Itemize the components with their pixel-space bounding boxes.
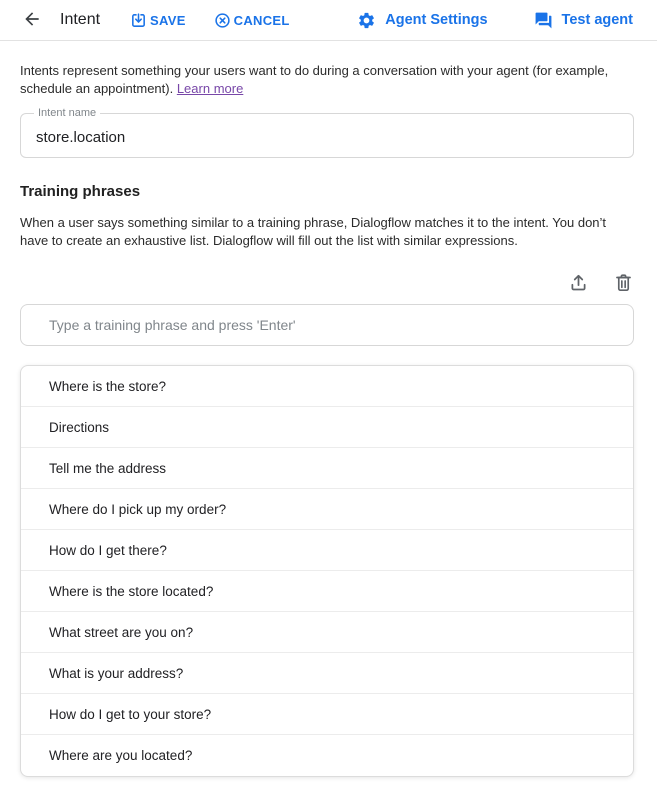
training-phrase-row[interactable]: What is your address? [21,653,633,694]
gear-icon [357,11,376,30]
save-button[interactable] [130,12,186,29]
intent-name-field [20,107,634,158]
training-phrases-description: When a user says something similar to a training phrase, Dialogflow matches it to the intent. You don’t have to create an exhaustive list. Dialogflow will fill out the list with similar expressions. [20,215,607,248]
back-arrow-icon [22,9,42,32]
training-phrase-row[interactable]: Where are you located? [49,748,193,763]
training-phrase-row[interactable]: Directions [21,407,633,448]
cancel-button-label: CANCEL [233,12,290,28]
cancel-circled-x-icon [214,12,231,29]
forum-chat-icon [534,11,553,30]
test-agent-label: Test agent [561,12,633,28]
save-icon [130,12,147,29]
intent-name-label: Intent name [34,107,100,119]
intent-description-text: Intents represent something your users want to do during a conversation with your agent (for example, schedule an appointment). [20,63,609,96]
training-phrase-row[interactable]: How do I get there? [21,530,633,571]
training-phrases-toolbar [20,273,634,295]
intent-name-input[interactable] [21,114,633,157]
page-title: Intent [60,11,101,28]
learn-more-link[interactable]: Learn more [176,81,244,96]
upload-button[interactable] [567,273,589,295]
training-phrase-row[interactable]: What street are you on? [21,612,633,653]
cancel-button[interactable] [214,12,290,29]
training-phrase-input[interactable] [20,304,634,346]
upload-icon [568,272,589,296]
intent-description [20,62,634,98]
back-button[interactable] [20,8,44,32]
phrase-input-wrap [20,304,634,346]
training-phrase-row[interactable]: Where is the store located? [21,571,633,612]
top-toolbar [0,0,657,41]
training-phrase-row[interactable]: Tell me the address [21,448,633,489]
header-right-group [357,11,633,30]
training-phrase-row[interactable]: Where is the store? [21,366,633,407]
agent-settings-label: Agent Settings [385,12,488,28]
training-phrases-list [20,365,634,777]
test-agent-button[interactable] [534,11,633,30]
training-phrases-heading: Training phrases [20,183,141,200]
training-phrase-row[interactable]: Where do I pick up my order? [21,489,633,530]
save-button-label: SAVE [150,12,186,28]
delete-button[interactable] [612,273,634,295]
agent-settings-button[interactable] [357,11,487,30]
trash-icon [613,272,634,296]
intent-editor-main [0,62,657,777]
training-phrase-row[interactable]: How do I get to your store? [21,694,633,735]
